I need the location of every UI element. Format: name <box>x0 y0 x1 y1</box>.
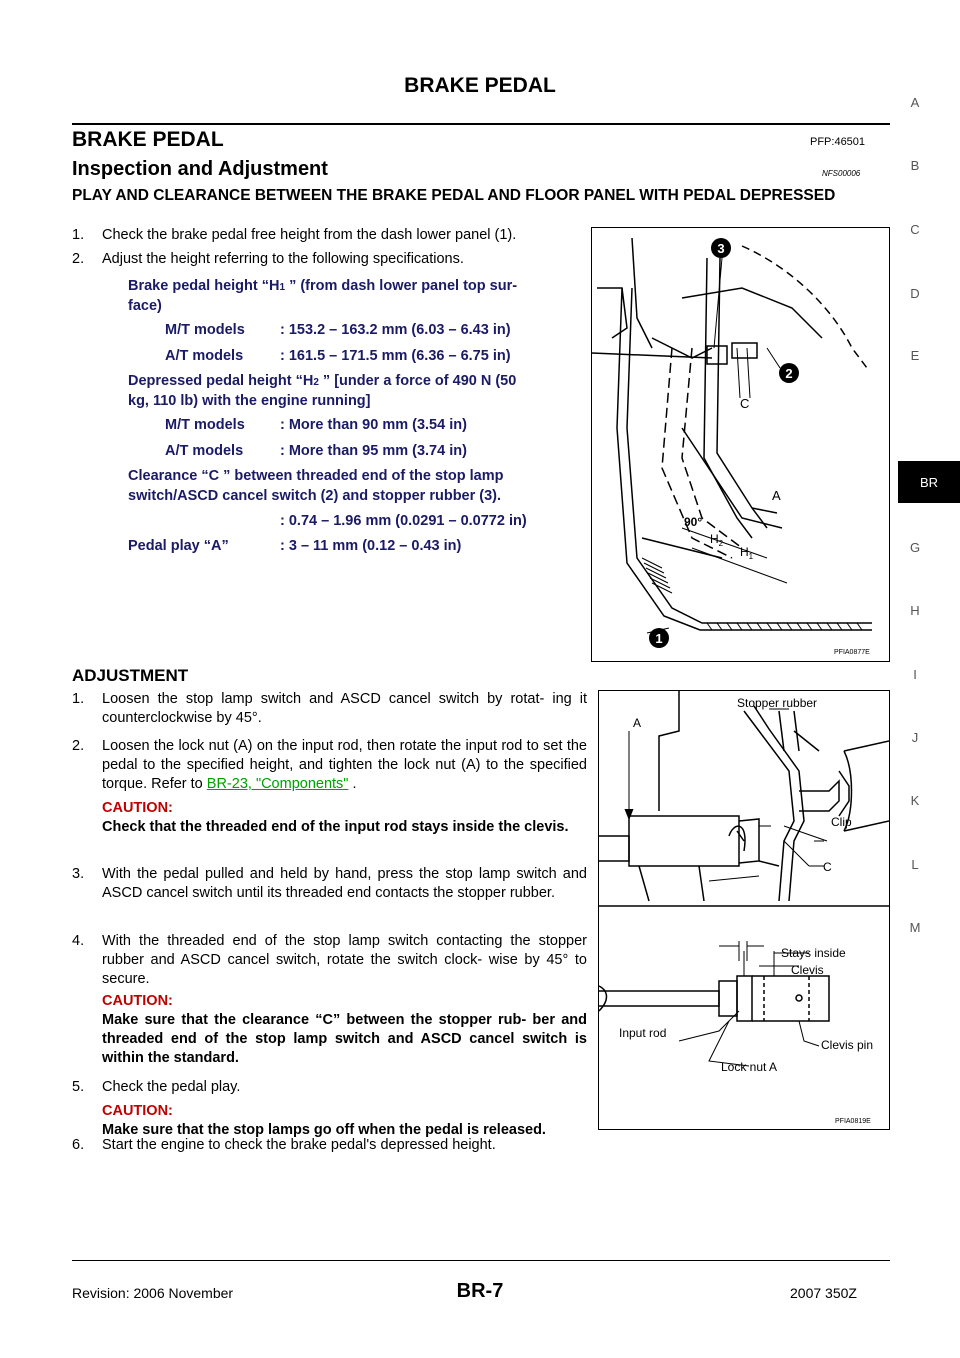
label-stays-inside: Stays inside <box>781 946 846 960</box>
spec-c-value: : 0.74 – 1.96 mm (0.0291 – 0.0772 in) <box>280 513 527 529</box>
header-rule <box>72 123 890 125</box>
step-text: Loosen the stop lamp switch and ASCD cancel switch by rotat- ing it counterclockwise by 45°. <box>102 691 587 726</box>
spec-text: Depressed pedal height “H <box>128 373 314 389</box>
spec-h2-title-cont: kg, 110 lb) with the engine running] <box>128 393 371 409</box>
step-text: Check the brake pedal free height from the dash lower panel (1). <box>102 227 517 243</box>
page-header-title: BRAKE PEDAL <box>404 74 556 97</box>
part-number: PFP:46501 <box>810 136 866 148</box>
step-number: 1. <box>72 691 85 707</box>
label-clip: Clip <box>831 815 852 829</box>
subsection-title: Inspection and Adjustment <box>72 158 328 180</box>
side-index-b[interactable]: B <box>910 158 920 173</box>
spec-at-label: A/T models <box>165 348 244 364</box>
spec-a-value: : 3 – 11 mm (0.12 – 0.43 in) <box>280 538 462 554</box>
label-lock-nut-a: Lock nut A <box>721 1060 778 1074</box>
step-text: With the pedal pulled and held by hand, press the stop lamp switch and ASCD cancel switch until its threaded end contacts the stopper rubber. <box>102 866 587 901</box>
step-number: 1. <box>72 227 85 243</box>
caution-text-3: Make sure that the stop lamps go off when the pedal is released. <box>102 1122 546 1138</box>
step-text: Adjust the height referring to the following specifications. <box>102 251 464 267</box>
label-c: C <box>823 860 832 874</box>
label-h2-sub: 2 <box>718 539 724 548</box>
adjust-step-3 <box>72 865 587 903</box>
callout-2: 2 <box>785 366 793 381</box>
spec-h1-title-cont: face) <box>128 298 162 314</box>
side-index-j[interactable]: J <box>911 730 919 745</box>
spec-at-h1: : 161.5 – 171.5 mm (6.36 – 6.75 in) <box>280 348 511 364</box>
callout-3: 3 <box>717 241 725 256</box>
brake-pedal-diagram <box>591 227 890 662</box>
label-h1-letter: H <box>740 545 749 559</box>
side-index-k[interactable]: K <box>910 793 920 808</box>
step-number: 2. <box>72 251 85 267</box>
step-text <box>102 737 587 794</box>
side-index-i[interactable]: I <box>913 667 917 682</box>
spec-mt-label-2: M/T models <box>165 417 245 433</box>
side-index-g[interactable]: G <box>909 540 921 555</box>
spec-subscript: 1 <box>279 282 286 293</box>
footer-revision: Revision: 2006 November <box>72 1285 234 1301</box>
label-a: A <box>772 488 781 503</box>
label-a: A <box>633 716 642 730</box>
side-index-a[interactable]: A <box>910 95 920 110</box>
side-index-h[interactable]: H <box>910 603 920 618</box>
spec-text: ” (from dash lower panel top sur- <box>285 278 518 294</box>
step-1-check <box>72 226 587 245</box>
spec-at-h2: : More than 95 mm (3.74 in) <box>280 443 467 459</box>
side-index-br-active[interactable]: BR <box>898 461 960 503</box>
play-heading: PLAY AND CLEARANCE BETWEEN THE BRAKE PEDAL AND FLOOR PANEL WITH PEDAL DEPRESSED <box>72 187 836 204</box>
label-stopper-rubber: Stopper rubber <box>737 696 818 710</box>
components-link[interactable]: BR-23, "Components" <box>206 776 349 792</box>
spec-mt-h1: : 153.2 – 163.2 mm (6.03 – 6.43 in) <box>280 322 511 338</box>
label-h2 <box>710 532 724 548</box>
label-90-degrees: 90° <box>684 515 703 529</box>
side-index-l[interactable]: L <box>911 857 919 872</box>
step-number: 5. <box>72 1079 85 1095</box>
spec-h2-title <box>128 373 516 389</box>
step-number: 2. <box>72 738 85 754</box>
spec-subscript: 2 <box>313 377 319 388</box>
label-h1-sub: 1 <box>748 552 754 561</box>
step-text: With the threaded end of the stop lamp switch contacting the stopper rubber and ASCD cancel switch, rotate the switch clock- wise by 45° to secure. <box>102 933 587 987</box>
label-h1 <box>740 545 754 561</box>
spec-c-title: Clearance “C ” between threaded end of the stop lamp <box>128 468 504 484</box>
stopper-clevis-illustration <box>599 691 889 1129</box>
label-clevis: Clevis <box>791 963 824 977</box>
subsection-code: NFS00006 <box>822 169 861 178</box>
step-number: 6. <box>72 1137 85 1153</box>
spec-text: Brake pedal height “H <box>128 278 280 294</box>
label-c: C <box>740 396 750 411</box>
adjust-step-2 <box>72 737 587 794</box>
caution-label-2: CAUTION: <box>102 993 173 1009</box>
adjust-step-4 <box>72 932 587 989</box>
callout-1: 1 <box>655 631 663 646</box>
figure-id: PFIA0819E <box>835 1118 871 1125</box>
label-h2-letter: H <box>710 532 719 546</box>
side-index-d[interactable]: D <box>910 286 920 301</box>
spec-mt-label: M/T models <box>165 322 245 338</box>
spec-a-label: Pedal play “A” <box>128 538 229 554</box>
section-title: BRAKE PEDAL <box>72 128 224 151</box>
figure-id: PFIA0877E <box>834 649 870 656</box>
step-text-part: Loosen the lock nut (A) on the input rod, then rotate the input rod to set the pedal to the specified height, and tighten the lock nut (A) to the specified torque. Refer to <box>102 738 587 792</box>
adjust-step-1 <box>72 690 587 728</box>
step-number: 4. <box>72 933 85 949</box>
caution-text-1: Check that the threaded end of the input rod stays inside the clevis. <box>102 819 569 835</box>
footer-page-number: BR-7 <box>456 1280 504 1302</box>
label-clevis-pin: Clevis pin <box>821 1038 874 1052</box>
adjust-step-5 <box>72 1078 587 1097</box>
caution-text-2: Make sure that the clearance “C” between the stopper rub- ber and threaded end of the stop lamp switch and ASCD cancel switch is within the standard. <box>102 1012 587 1066</box>
stopper-clevis-diagram <box>598 690 890 1130</box>
spec-at-label-2: A/T models <box>165 443 244 459</box>
side-index-c[interactable]: C <box>910 222 920 237</box>
step-number: 3. <box>72 866 85 882</box>
step-text: Check the pedal play. <box>102 1079 241 1095</box>
step-text: Start the engine to check the brake pedal's depressed height. <box>102 1137 496 1153</box>
spec-text: ” [under a force of 490 N (50 <box>318 373 517 389</box>
side-index-m[interactable]: M <box>909 920 921 935</box>
spec-mt-h2: : More than 90 mm (3.54 in) <box>280 417 467 433</box>
step-2-adjust <box>72 250 587 269</box>
caution-label-3: CAUTION: <box>102 1103 173 1119</box>
adjust-step-6 <box>72 1136 587 1155</box>
spec-h1-title <box>128 278 517 294</box>
brake-pedal-illustration <box>592 228 889 661</box>
side-index-e[interactable]: E <box>910 348 920 363</box>
footer-rule <box>72 1260 890 1261</box>
caution-label-1: CAUTION: <box>102 800 173 816</box>
footer-model: 2007 350Z <box>790 1285 857 1301</box>
adjustment-title: ADJUSTMENT <box>72 666 189 685</box>
label-input-rod: Input rod <box>619 1026 667 1040</box>
step-text-part: . <box>348 776 357 792</box>
spec-c-title-cont: switch/ASCD cancel switch (2) and stopper rubber (3). <box>128 488 502 504</box>
